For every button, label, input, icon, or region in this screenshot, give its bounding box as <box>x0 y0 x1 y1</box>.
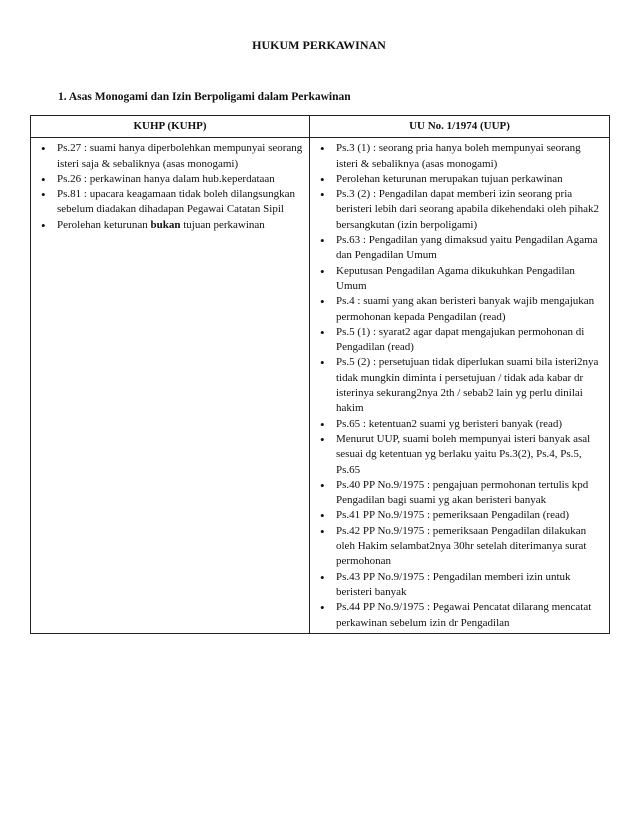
list-item: • Ps.42 PP No.9/1975 : pemeriksaan Pengadilan dilakukan oleh Hakim selambat2nya 30hr setelah diterimanya surat permohonan <box>336 524 605 570</box>
table-header-row <box>31 116 610 138</box>
list-item: • Ps.26 : perkawinan hanya dalam hub.keperdataan <box>57 172 305 187</box>
column-header-kuhp: KUHP (KUHP) <box>31 116 310 138</box>
uup-cell <box>310 138 610 634</box>
list-item: • Ps.41 PP No.9/1975 : pemeriksaan Pengadilan (read) <box>336 508 605 523</box>
table-row <box>31 138 610 634</box>
list-item: • Ps.4 : suami yang akan beristeri banyak wajib mengajukan permohonan kepada Pengadilan (read) <box>336 294 605 325</box>
kuhp-cell <box>31 138 310 634</box>
list-item: • Ps.43 PP No.9/1975 : Pengadilan memberi izin untuk beristeri banyak <box>336 570 605 601</box>
list-item: • Keputusan Pengadilan Agama dikukuhkan Pengadilan Umum <box>336 264 605 295</box>
list-item: • Ps.3 (2) : Pengadilan dapat memberi izin seorang pria beristeri lebih dari seorang apabila dikehendaki oleh pihak2 bersangkutan (izin berpoligami) <box>336 187 605 233</box>
column-header-uup: UU No. 1/1974 (UUP) <box>310 116 610 138</box>
uup-list <box>314 141 605 631</box>
list-item: • Ps.81 : upacara keagamaan tidak boleh dilangsungkan sebelum diadakan dihadapan Pegawai Catatan Sipil <box>57 187 305 218</box>
list-item: • Ps.27 : suami hanya diperbolehkan mempunyai seorang isteri saja & sebaliknya (asas monogami) <box>57 141 305 172</box>
list-item-text: Perolehan keturunan <box>57 218 151 231</box>
list-item: • Menurut UUP, suami boleh mempunyai isteri banyak asal sesuai dg ketentuan yg berlaku yaitu Ps.3(2), Ps.4, Ps.5, Ps.65 <box>336 432 605 478</box>
list-item-text: tujuan perkawinan <box>180 218 265 231</box>
emphasis-text: bukan <box>150 218 181 231</box>
list-item: • Ps.63 : Pengadilan yang dimaksud yaitu Pengadilan Agama dan Pengadilan Umum <box>336 233 605 264</box>
document-title: HUKUM PERKAWINAN <box>252 38 386 52</box>
list-item: • Ps.65 : ketentuan2 suami yg beristeri banyak (read) <box>336 417 605 432</box>
kuhp-list <box>35 141 305 233</box>
list-item: • Ps.44 PP No.9/1975 : Pegawai Pencatat dilarang mencatat perkawinan sebelum izin dr Pengadilan <box>336 600 605 631</box>
list-item: • Ps.3 (1) : seorang pria hanya boleh mempunyai seorang isteri & sebaliknya (asas monogami) <box>336 141 605 172</box>
list-item: • Ps.5 (1) : syarat2 agar dapat mengajukan permohonan di Pengadilan (read) <box>336 325 605 356</box>
list-item: • Ps.5 (2) : persetujuan tidak diperlukan suami bila isteri2nya tidak mungkin diminta i persetujuan / tidak ada kabar dr isterinya sekurang2nya 2th / sebab2 lain yg perlu dinilai hakim <box>336 355 605 416</box>
list-item: • Perolehan keturunan merupakan tujuan perkawinan <box>336 172 605 187</box>
list-item <box>57 218 305 233</box>
list-item: • Ps.40 PP No.9/1975 : pengajuan permohonan tertulis kpd Pengadilan bagi suami yg akan beristeri banyak <box>336 478 605 509</box>
comparison-table <box>30 115 610 634</box>
section-heading: 1. Asas Monogami dan Izin Berpoligami dalam Perkawinan <box>58 91 351 103</box>
